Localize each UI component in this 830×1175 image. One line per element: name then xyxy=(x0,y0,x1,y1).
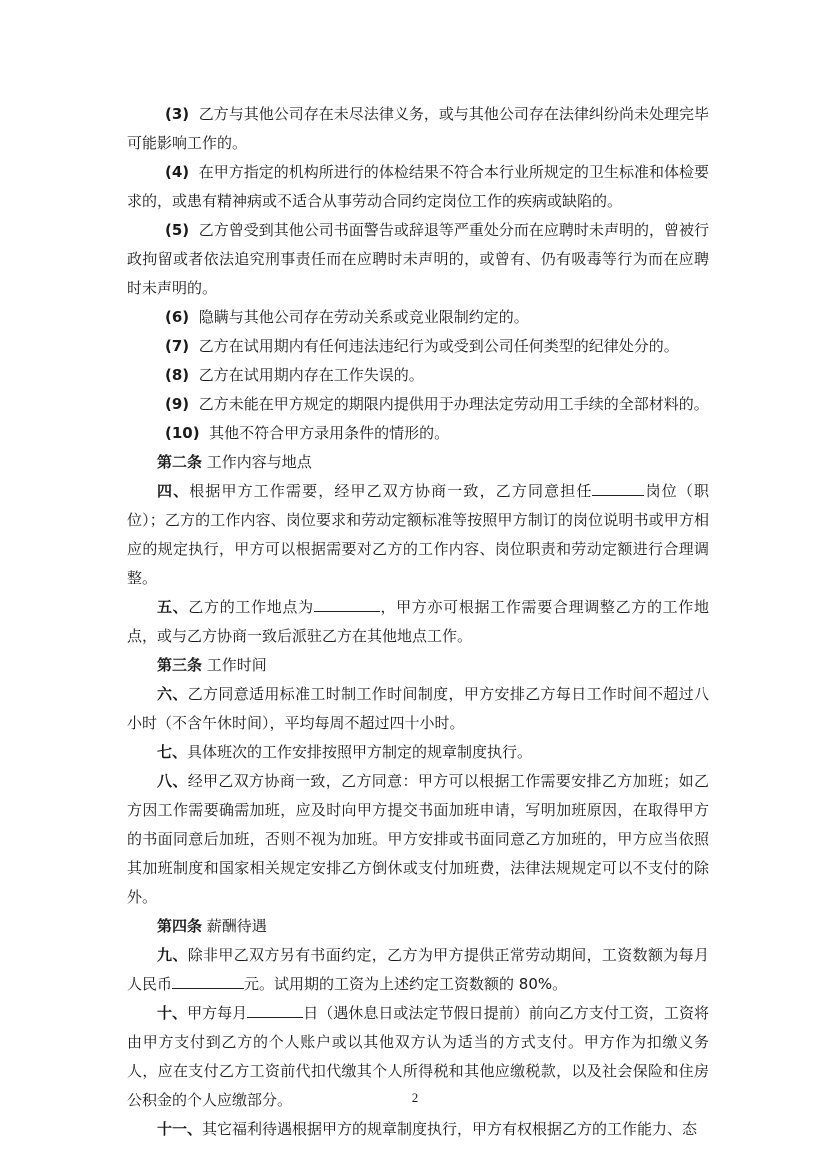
list-item: (10) 其他不符合甲方录用条件的情形的。 xyxy=(165,424,450,442)
blank-field xyxy=(592,479,644,496)
blank-field xyxy=(314,595,380,612)
list-item: (5) 乙方曾受到其他公司书面警告或辞退等严重处分而在应聘时未声明的，曾被行政拘留或者依法追究刑事责任而在应聘时未声明的，或曾有、仍有吸毒等行为而在应聘时未声明的。 xyxy=(127,221,709,297)
list-item: (6) 隐瞒与其他公司存在劳动关系或竞业限制约定的。 xyxy=(165,308,529,326)
list-item: (8) 乙方在试用期内存在工作失误的。 xyxy=(165,366,424,384)
clause: 四、根据甲方工作需要，经甲乙双方协商一致，乙方同意担任 岗位（职位）；乙方的工作内容、岗位要求和劳动定额标准等按照甲方制订的岗位说明书或甲方相应的规定执行，甲方可以根据需要对乙方的工作内容、岗位职责和劳动定额进行合理调整。 xyxy=(127,477,709,593)
article-heading: 第二条 工作内容与地点 xyxy=(157,453,312,471)
list-item: (7) 乙方在试用期内有任何违法违纪行为或受到公司任何类型的纪律处分的。 xyxy=(165,337,679,355)
clause: 五、乙方的工作地点为 ，甲方亦可根据工作需要合理调整乙方的工作地点，或与乙方协商一致后派驻乙方在其他地点工作。 xyxy=(127,593,709,651)
article-heading: 第四条 薪酬待遇 xyxy=(157,917,267,935)
document-body xyxy=(127,100,709,1144)
article-heading: 第三条 工作时间 xyxy=(157,656,267,674)
clause: 八、经甲乙双方协商一致，乙方同意：甲方可以根据工作需要安排乙方加班；如乙方因工作需要确需加班，应及时向甲方提交书面加班申请，写明加班原因，在取得甲方的书面同意后加班，否则不视为加班。甲方安排或书面同意乙方加班的，甲方应当依照其加班制度和国家相关规定安排乙方倒休或支付加班费，法律法规规定可以不支付的除外。 xyxy=(127,772,709,906)
page-number: 2 xyxy=(411,1090,419,1105)
clause: 十一、其它福利待遇根据甲方的规章制度执行，甲方有权根据乙方的工作能力、态 xyxy=(157,1120,698,1138)
list-item: (3) 乙方与其他公司存在未尽法律义务，或与其他公司存在法律纠纷尚未处理完毕可能影响工作的。 xyxy=(127,105,709,152)
clause: 六、乙方同意适用标准工时制工作时间制度，甲方安排乙方每日工作时间不超过八小时（不含午休时间），平均每周不超过四十小时。 xyxy=(127,685,709,732)
clause: 十、甲方每月 日（遇休息日或法定节假日提前）前向乙方支付工资，工资将由甲方支付到乙方的个人账户或以其他双方认为适当的方式支付。甲方作为扣缴义务人，应在支付乙方工资前代扣代缴其个人所得税和其他应缴税款，以及社会保险和住房公积金的个人应缴部分。 xyxy=(127,999,709,1115)
clause: 九、除非甲乙双方另有书面约定，乙方为甲方提供正常劳动期间，工资数额为每月人民币 元。试用期的工资为上述约定工资数额的 80%。 xyxy=(127,946,709,993)
clause: 七、具体班次的工作安排按照甲方制定的规章制度执行。 xyxy=(157,743,533,761)
blank-field xyxy=(172,972,244,989)
list-item: (4) 在甲方指定的机构所进行的体检结果不符合本行业所规定的卫生标准和体检要求的，或患有精神病或不适合从事劳动合同约定岗位工作的疾病或缺陷的。 xyxy=(127,163,709,210)
list-item: (9) 乙方未能在甲方规定的期限内提供用于办理法定劳动用工手续的全部材料的。 xyxy=(165,395,709,413)
blank-field xyxy=(247,1001,303,1018)
